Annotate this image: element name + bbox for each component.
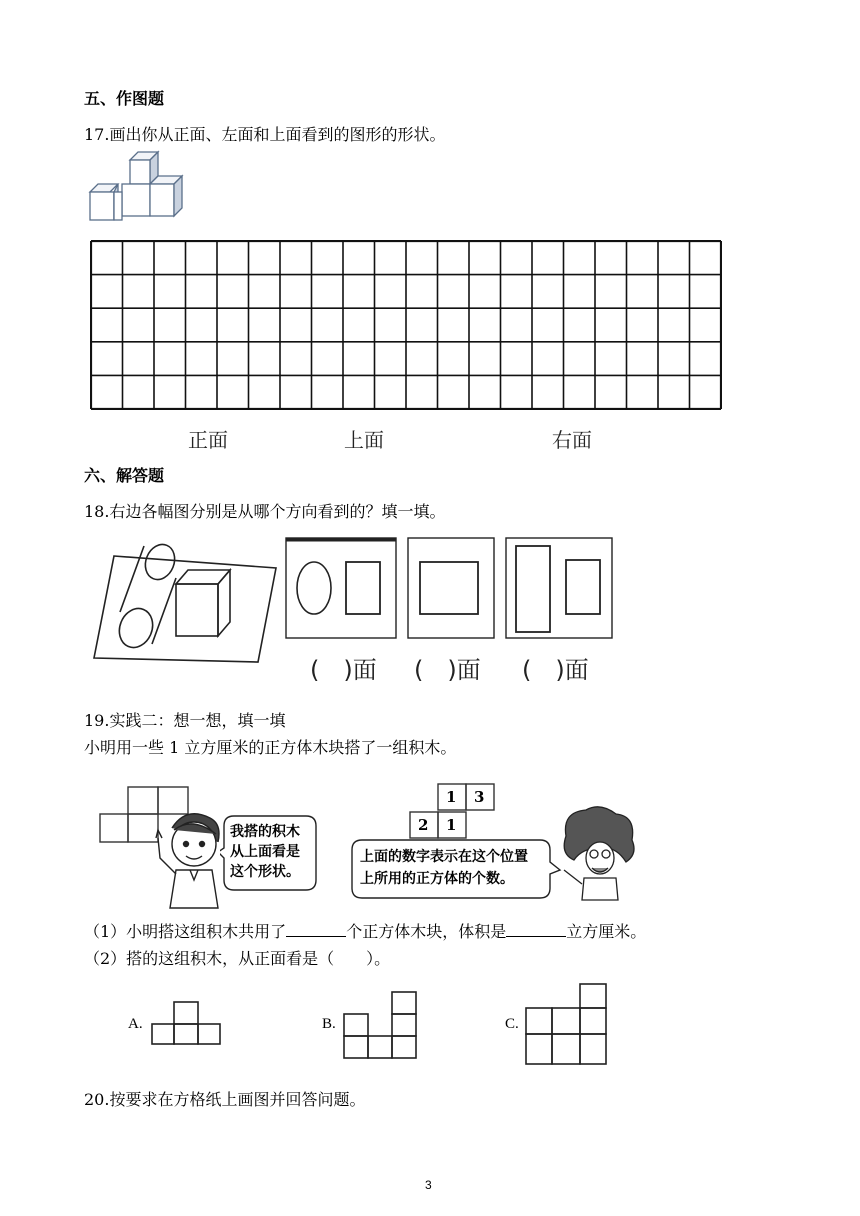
option-b-shape[interactable] (342, 990, 420, 1062)
grid-number-1: 1 (446, 788, 457, 806)
cube-stack-figure (86, 148, 190, 226)
option-c-shape[interactable] (524, 982, 608, 1068)
grid-number-3: 2 (418, 816, 429, 834)
professor-character-image (556, 806, 640, 902)
question-19-sub-2: （2）搭的这组积木，从正面看是（ ）。 (84, 949, 391, 968)
grid-number-4: 1 (446, 816, 457, 834)
grid-number-2: 3 (474, 788, 485, 806)
option-b-label[interactable]: B. (322, 1016, 336, 1032)
option-a-shape[interactable] (150, 1000, 222, 1048)
label-top: 上面 (344, 428, 384, 452)
drawing-grid (90, 240, 722, 410)
bubble-left-line-1: 我搭的积木 (230, 824, 300, 840)
question-17: 17.画出你从正面、左面和上面看到的图形的形状。 (84, 125, 446, 144)
option-c-label[interactable]: C. (505, 1016, 519, 1032)
label-right: 右面 (552, 428, 592, 452)
answer-blank-count[interactable] (286, 922, 346, 937)
label-front: 正面 (188, 428, 228, 452)
sub1-part-b: 个正方体木块，体积是 (346, 922, 507, 941)
page-number: 3 (425, 1178, 432, 1192)
question-19-intro: 小明用一些 1 立方厘米的正方体木块搭了一组积木。 (84, 738, 457, 757)
blank-view-1[interactable]: ( )面 (310, 656, 377, 684)
question-19-sub-1 (84, 919, 646, 942)
blank-view-3[interactable]: ( )面 (522, 656, 589, 684)
bubble-left-line-2: 从上面看是 (230, 844, 300, 860)
option-a-label[interactable]: A. (128, 1016, 143, 1032)
bubble-left-line-3: 这个形状。 (230, 864, 300, 880)
section-title-6: 六、解答题 (84, 466, 165, 485)
blank-view-2[interactable]: ( )面 (414, 656, 481, 684)
cylinder-cube-figure (92, 534, 278, 666)
sub1-part-c: 立方厘米。 (566, 922, 647, 941)
bubble-right-line-2: 上所用的正方体的个数。 (360, 871, 514, 887)
question-19-title: 19.实践二：想一想，填一填 (84, 711, 286, 730)
sub1-part-a: （1）小明搭这组积木共用了 (84, 922, 287, 941)
question-20: 20.按要求在方格纸上画图并回答问题。 (84, 1090, 366, 1109)
section-title-5: 五、作图题 (84, 89, 165, 108)
question-18: 18.右边各幅图分别是从哪个方向看到的？填一填。 (84, 502, 446, 521)
answer-blank-volume[interactable] (506, 922, 566, 937)
bubble-right-line-1: 上面的数字表示在这个位置 (360, 849, 528, 865)
three-views-figure (284, 534, 614, 642)
